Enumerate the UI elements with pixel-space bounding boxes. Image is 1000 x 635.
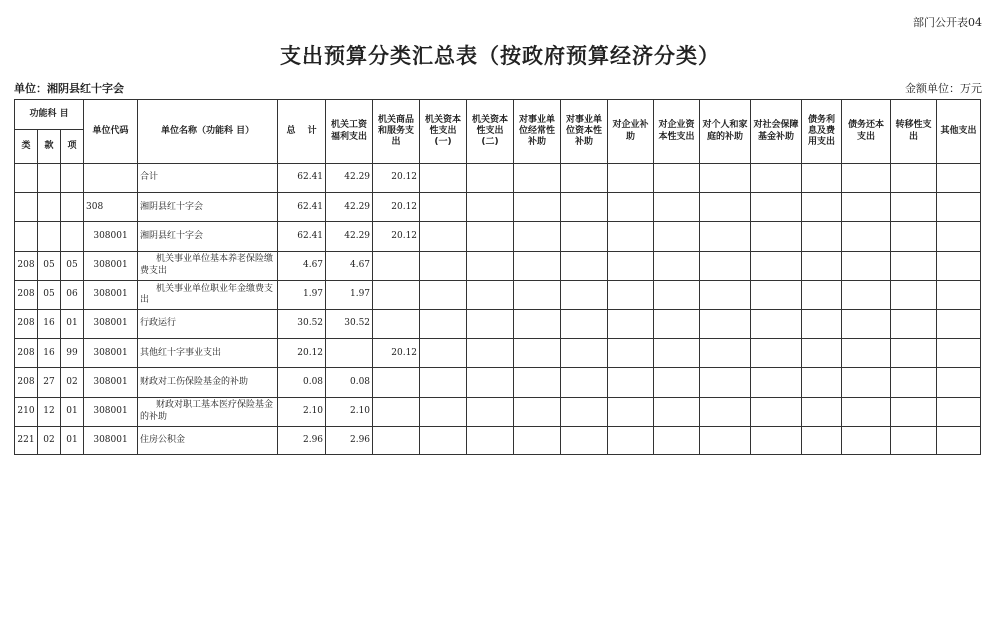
cell-empty (467, 222, 514, 251)
table-row (15, 309, 981, 338)
cell-lei (15, 222, 38, 251)
cell-empty (751, 368, 802, 397)
cell-code: 308001 (84, 309, 138, 338)
cell-empty (608, 164, 654, 193)
cell-empty (420, 164, 467, 193)
cell-empty (561, 280, 608, 309)
cell-kuan (38, 222, 61, 251)
table-id-label: 部门公开表04 (913, 16, 982, 29)
cell-empty (842, 251, 891, 280)
header-c9: 对个人和家庭的补助 (700, 100, 751, 164)
cell-lei: 221 (15, 426, 38, 454)
cell-code: 308001 (84, 426, 138, 454)
cell-code: 308001 (84, 251, 138, 280)
cell-empty (561, 339, 608, 368)
cell-lei: 208 (15, 339, 38, 368)
cell-empty (514, 426, 561, 454)
cell-empty (937, 426, 981, 454)
cell-empty (802, 339, 842, 368)
cell-empty (561, 193, 608, 222)
cell-empty (802, 397, 842, 426)
budget-table (14, 99, 981, 455)
cell-kuan: 16 (38, 309, 61, 338)
cell-empty (561, 251, 608, 280)
header-xiang: 项 (61, 130, 84, 164)
cell-empty (751, 251, 802, 280)
header-c1: 机关工资福利支出 (326, 100, 373, 164)
cell-empty (514, 164, 561, 193)
cell-total: 62.41 (278, 193, 326, 222)
cell-kuan: 27 (38, 368, 61, 397)
cell-empty (751, 280, 802, 309)
cell-empty (700, 251, 751, 280)
cell-lei: 210 (15, 397, 38, 426)
cell-kuan (38, 164, 61, 193)
cell-empty (842, 309, 891, 338)
header-c10: 对社会保障基金补助 (751, 100, 802, 164)
cell-total: 30.52 (278, 309, 326, 338)
cell-empty (514, 397, 561, 426)
cell-kuan: 12 (38, 397, 61, 426)
cell-empty (700, 339, 751, 368)
cell-c1: 42.29 (326, 164, 373, 193)
cell-empty (751, 222, 802, 251)
cell-empty (420, 193, 467, 222)
cell-empty (561, 164, 608, 193)
table-row (15, 251, 981, 280)
cell-empty (937, 164, 981, 193)
cell-kuan (38, 193, 61, 222)
cell-empty (608, 426, 654, 454)
cell-empty (802, 222, 842, 251)
cell-empty (654, 193, 700, 222)
cell-total: 2.96 (278, 426, 326, 454)
header-c7: 对企业补助 (608, 100, 654, 164)
cell-empty (467, 426, 514, 454)
cell-kuan: 02 (38, 426, 61, 454)
cell-code: 308 (84, 193, 138, 222)
header-unit-code: 单位代码 (84, 100, 138, 164)
cell-empty (514, 193, 561, 222)
cell-empty (654, 251, 700, 280)
cell-empty (842, 339, 891, 368)
cell-empty (802, 426, 842, 454)
cell-empty (654, 368, 700, 397)
cell-empty (420, 280, 467, 309)
cell-empty (751, 164, 802, 193)
cell-empty (700, 164, 751, 193)
cell-empty (514, 280, 561, 309)
cell-c2: 20.12 (373, 193, 420, 222)
cell-empty (608, 251, 654, 280)
cell-xiang (61, 222, 84, 251)
cell-empty (751, 309, 802, 338)
cell-empty (467, 164, 514, 193)
cell-c1: 2.10 (326, 397, 373, 426)
cell-empty (467, 251, 514, 280)
cell-c2: 20.12 (373, 222, 420, 251)
cell-name: 机关事业单位职业年金缴费支出 (138, 280, 278, 309)
cell-xiang: 06 (61, 280, 84, 309)
cell-xiang: 05 (61, 251, 84, 280)
cell-c1: 42.29 (326, 222, 373, 251)
cell-empty (420, 368, 467, 397)
cell-empty (514, 368, 561, 397)
cell-empty (654, 426, 700, 454)
cell-lei (15, 164, 38, 193)
cell-empty (420, 339, 467, 368)
header-c3: 机关资本性支出(一) (420, 100, 467, 164)
cell-empty (514, 222, 561, 251)
cell-empty (891, 222, 937, 251)
cell-empty (937, 397, 981, 426)
cell-empty (561, 222, 608, 251)
cell-empty (608, 193, 654, 222)
cell-empty (654, 222, 700, 251)
cell-empty (842, 426, 891, 454)
cell-lei (15, 193, 38, 222)
cell-empty (561, 309, 608, 338)
cell-empty (608, 339, 654, 368)
cell-c1: 2.96 (326, 426, 373, 454)
cell-empty (420, 426, 467, 454)
header-c4: 机关资本性支出(二) (467, 100, 514, 164)
cell-empty (420, 222, 467, 251)
cell-xiang: 01 (61, 309, 84, 338)
table-row (15, 164, 981, 193)
cell-c1: 4.67 (326, 251, 373, 280)
header-unit-name: 单位名称（功能科 目） (138, 100, 278, 164)
cell-empty (420, 251, 467, 280)
cell-xiang: 01 (61, 397, 84, 426)
cell-c2 (373, 309, 420, 338)
cell-empty (654, 339, 700, 368)
cell-empty (700, 222, 751, 251)
cell-empty (891, 339, 937, 368)
cell-empty (420, 397, 467, 426)
table-row (15, 368, 981, 397)
cell-empty (467, 397, 514, 426)
cell-xiang: 99 (61, 339, 84, 368)
cell-empty (467, 339, 514, 368)
cell-empty (802, 193, 842, 222)
cell-empty (608, 368, 654, 397)
cell-lei: 208 (15, 251, 38, 280)
cell-empty (891, 164, 937, 193)
cell-empty (802, 164, 842, 193)
unit-label: 单位：湘阴县红十字会 (14, 82, 124, 95)
cell-name: 其他红十字事业支出 (138, 339, 278, 368)
cell-empty (514, 309, 561, 338)
header-c11: 债务利息及费用支出 (802, 100, 842, 164)
cell-empty (700, 397, 751, 426)
header-c5: 对事业单位经常性补助 (514, 100, 561, 164)
cell-empty (937, 309, 981, 338)
cell-empty (514, 339, 561, 368)
cell-empty (608, 280, 654, 309)
cell-empty (842, 222, 891, 251)
cell-empty (751, 397, 802, 426)
cell-c1: 1.97 (326, 280, 373, 309)
cell-xiang: 02 (61, 368, 84, 397)
cell-empty (700, 309, 751, 338)
table-row (15, 280, 981, 309)
cell-empty (751, 339, 802, 368)
cell-name: 财政对职工基本医疗保险基金的补助 (138, 397, 278, 426)
table-row (15, 193, 981, 222)
cell-empty (700, 368, 751, 397)
cell-lei: 208 (15, 368, 38, 397)
cell-empty (654, 397, 700, 426)
cell-c2 (373, 251, 420, 280)
cell-empty (802, 368, 842, 397)
table-row (15, 426, 981, 454)
cell-xiang (61, 164, 84, 193)
cell-empty (891, 426, 937, 454)
cell-empty (751, 193, 802, 222)
cell-empty (700, 426, 751, 454)
header-c14: 其他支出 (937, 100, 981, 164)
cell-empty (842, 193, 891, 222)
cell-empty (700, 193, 751, 222)
cell-c1: 0.08 (326, 368, 373, 397)
cell-name: 住房公积金 (138, 426, 278, 454)
cell-lei: 208 (15, 280, 38, 309)
cell-empty (802, 280, 842, 309)
cell-empty (891, 280, 937, 309)
cell-kuan: 05 (38, 280, 61, 309)
cell-empty (751, 426, 802, 454)
cell-empty (467, 309, 514, 338)
cell-total: 20.12 (278, 339, 326, 368)
cell-empty (891, 397, 937, 426)
cell-empty (937, 339, 981, 368)
cell-total: 2.10 (278, 397, 326, 426)
header-c2: 机关商品和服务支出 (373, 100, 420, 164)
cell-empty (608, 309, 654, 338)
cell-code: 308001 (84, 339, 138, 368)
table-row (15, 397, 981, 426)
header-func-group: 功能科 目 (15, 100, 84, 130)
table-row (15, 339, 981, 368)
page-title: 支出预算分类汇总表（按政府预算经济分类） (280, 44, 720, 68)
cell-empty (802, 251, 842, 280)
cell-name: 财政对工伤保险基金的补助 (138, 368, 278, 397)
cell-kuan: 16 (38, 339, 61, 368)
cell-empty (937, 368, 981, 397)
cell-empty (891, 309, 937, 338)
cell-empty (891, 368, 937, 397)
cell-empty (842, 164, 891, 193)
cell-empty (937, 193, 981, 222)
cell-code (84, 164, 138, 193)
header-lei: 类 (15, 130, 38, 164)
header-kuan: 款 (38, 130, 61, 164)
cell-empty (561, 397, 608, 426)
cell-c2 (373, 397, 420, 426)
cell-empty (937, 280, 981, 309)
cell-xiang (61, 193, 84, 222)
cell-empty (842, 397, 891, 426)
cell-c2: 20.12 (373, 339, 420, 368)
cell-total: 1.97 (278, 280, 326, 309)
header-total: 总 计 (278, 100, 326, 164)
cell-c2 (373, 280, 420, 309)
cell-c2: 20.12 (373, 164, 420, 193)
cell-xiang: 01 (61, 426, 84, 454)
table-row (15, 222, 981, 251)
cell-kuan: 05 (38, 251, 61, 280)
cell-c1: 42.29 (326, 193, 373, 222)
cell-empty (608, 222, 654, 251)
cell-total: 4.67 (278, 251, 326, 280)
cell-code: 308001 (84, 280, 138, 309)
cell-empty (467, 280, 514, 309)
cell-code: 308001 (84, 368, 138, 397)
cell-empty (654, 280, 700, 309)
cell-empty (802, 309, 842, 338)
cell-empty (561, 368, 608, 397)
cell-total: 62.41 (278, 222, 326, 251)
cell-empty (654, 164, 700, 193)
cell-empty (937, 251, 981, 280)
cell-empty (842, 280, 891, 309)
cell-empty (514, 251, 561, 280)
cell-empty (654, 309, 700, 338)
cell-empty (561, 426, 608, 454)
cell-empty (700, 280, 751, 309)
header-c12: 债务还本支出 (842, 100, 891, 164)
header-c6: 对事业单位资本性补助 (561, 100, 608, 164)
cell-c2 (373, 426, 420, 454)
amount-unit-label: 金额单位：万元 (905, 82, 982, 95)
header-c13: 转移性支出 (891, 100, 937, 164)
cell-name: 湘阴县红十字会 (138, 193, 278, 222)
cell-empty (467, 368, 514, 397)
cell-empty (608, 397, 654, 426)
cell-total: 0.08 (278, 368, 326, 397)
cell-code: 308001 (84, 397, 138, 426)
cell-total: 62.41 (278, 164, 326, 193)
cell-c1 (326, 339, 373, 368)
cell-name: 机关事业单位基本养老保险缴费支出 (138, 251, 278, 280)
cell-name: 合计 (138, 164, 278, 193)
cell-empty (937, 222, 981, 251)
cell-code: 308001 (84, 222, 138, 251)
cell-c1: 30.52 (326, 309, 373, 338)
cell-name: 湘阴县红十字会 (138, 222, 278, 251)
cell-empty (891, 193, 937, 222)
cell-lei: 208 (15, 309, 38, 338)
cell-name: 行政运行 (138, 309, 278, 338)
header-c8: 对企业资本性支出 (654, 100, 700, 164)
cell-empty (420, 309, 467, 338)
cell-empty (467, 193, 514, 222)
cell-empty (891, 251, 937, 280)
cell-c2 (373, 368, 420, 397)
cell-empty (842, 368, 891, 397)
